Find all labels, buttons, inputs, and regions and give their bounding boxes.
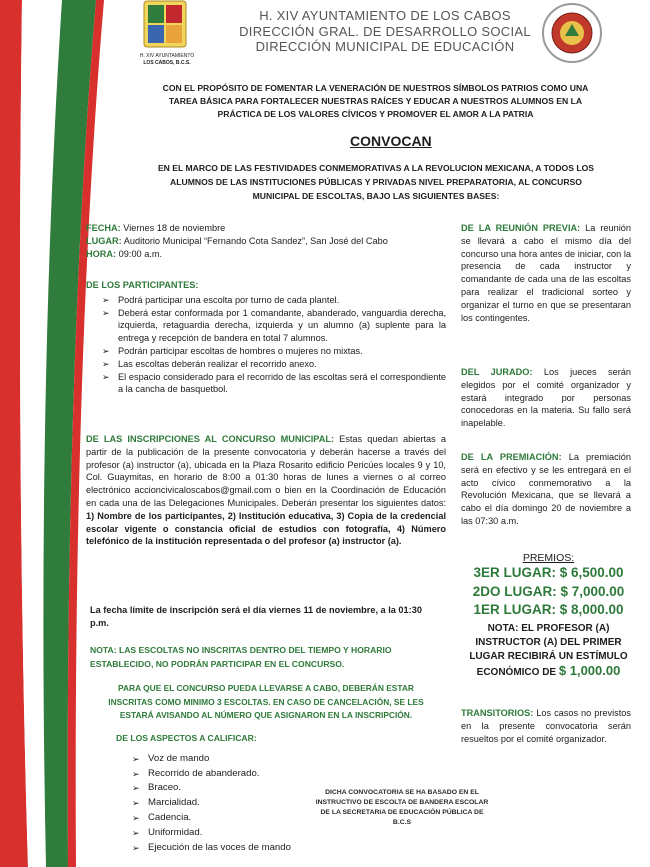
reunion-section: DE LA REUNIÓN PREVIA: La reunión se llevará a cabo el mismo día del concurso una hora antes de iniciar, con la presencia de cada instructor y comandante de cada una de las escoltas para realizar el tradicional sorteo y organizar el turno en que se presentaran los contingentes.: [461, 223, 631, 323]
prize-third: 3ER LUGAR: $ 6,500.00: [473, 565, 624, 580]
header-line-1: H. XIV AYUNTAMIENTO DE LOS CABOS: [259, 8, 511, 23]
participantes-title: DE LOS PARTICIPANTES:: [86, 280, 199, 290]
prize-second: 2DO LUGAR: $ 7,000.00: [472, 583, 625, 599]
list-item: ➢ Cadencia.: [116, 811, 356, 826]
list-item: ➢ Uniformidad.: [116, 826, 356, 841]
list-item: ➢ Marcialidad.: [116, 796, 356, 811]
list-item: ➢ El espacio considerado para el recorrido de las escoltas será el correspondiente a la cancha de basquetbol.: [86, 371, 446, 397]
prize-first: 1ER LUGAR: $ 8,000.00: [473, 602, 624, 617]
fecha-limite: La fecha límite de inscripción será el día viernes 11 de noviembre, a la 01:30 p.m.: [90, 605, 422, 628]
convocan-heading: CONVOCAN: [350, 133, 432, 149]
premios-section: [461, 552, 636, 680]
header-line-3: DIRECCIÓN MUNICIPAL DE EDUCACIÓN: [255, 39, 515, 54]
list-item: ➢ Ejecución de las voces de mando: [116, 841, 356, 856]
list-item: ➢ Podrá participar una escolta por turno de cada plantel.: [86, 294, 446, 307]
nota-escoltas: NOTA: LAS ESCOLTAS NO INSCRITAS DENTRO DEL TIEMPO Y HORARIO ESTABLECIDO, NO PODRÁN PARTICIPAR EN EL CONCURSO.: [90, 645, 392, 669]
education-seal-logo: [541, 2, 603, 64]
premiacion-title: DE LA PREMIACIÓN:: [461, 452, 562, 462]
list-item: ➢ Las escoltas deberán realizar el recorrido anexo.: [86, 358, 446, 371]
bases-intro-paragraph: EN EL MARCO DE LAS FESTIVIDADES CONMEMORATIVAS A LA REVOLUCION MEXICANA, A TODOS LOS ALUMNOS DE LAS INSTITUCIONES PÚBLICAS Y PRIVADAS NIVEL PREPARATORIA, AL CONCURSO MUNICIPAL DE ESCOLTAS, BAJO LAS SIGUIENTES BASES:: [157, 163, 595, 201]
cancelacion-notice: PARA QUE EL CONCURSO PUEDA LLEVARSE A CABO, DEBERÁN ESTAR INSCRITAS COMO MINIMO 3 ESCOLTAS. EN CASO DE CANCELACIÓN, SE LES ESTARÁ AVISANDO AL NÚMERO QUE ASIGNARON EN LA INSCRIPCIÓN.: [108, 683, 424, 720]
inscripciones-title: DE LAS INSCRIPCIONES AL CONCURSO MUNICIPAL:: [86, 434, 335, 444]
transitorios-section: TRANSITORIOS: Los casos no previstos en la presente convocatoria serán resueltos por el comité organizador.: [461, 708, 631, 744]
jurado-title: DEL JURADO:: [461, 367, 533, 377]
list-item: ➢ Voz de mando: [116, 752, 356, 767]
event-details: FECHA: Viernes 18 de noviembre LUGAR: Auditorio Municipal “Fernando Cota Sandez”, San José del Cabo HORA: 09:00 a.m.: [86, 223, 388, 259]
aspectos-title: DE LOS ASPECTOS A CALIFICAR:: [116, 733, 257, 743]
list-item: ➢ Deberá estar conformada por 1 comandante, abanderado, vanguardia derecha, izquierda, retaguardia derecha, izquierda y un alumno (a) suplente para la entrega y recepción de bandera en total 7 alumnos.: [86, 307, 446, 345]
header-titles: [225, 8, 545, 55]
footer-note: DICHA CONVOCATORIA SE HA BASADO EN EL INSTRUCTIVO DE ESCOLTA DE BANDERA ESCOLAR DE LA SECRETARIA DE EDUCACIÓN PÚBLICA DE B.C.S: [315, 789, 489, 826]
crest-caption: H. XIV AYUNTAMIENTO LOS CABOS, B.C.S.: [139, 53, 195, 66]
premiacion-section: DE LA PREMIACIÓN: La premiación será en efectivo y se les entregará en el acto cívico conmemorativo a la Revolución Mexicana, que se llevará a cabo el día domingo 20 de noviembre a las 07:30 a.m.: [461, 452, 631, 526]
premios-title: PREMIOS:: [522, 552, 575, 564]
header-line-2: DIRECCIÓN GRAL. DE DESARROLLO SOCIAL: [239, 23, 531, 39]
intro-paragraph: CON EL PROPÓSITO DE FOMENTAR LA VENERACIÓN DE NUESTROS SÍMBOLOS PATRIOS COMO UNA TAREA BÁSICA PARA FORTALECER NUESTRAS RAÍCES Y EDUCAR A NUESTROS ALUMNOS EN LA PRÁCTICA DE LOS VALORES CÍVICOS Y PROMOVER EL AMOR A LA PATRIA: [162, 83, 589, 119]
jurado-section: DEL JURADO: Los jueces serán elegidos por el comité organizador y estará integrado por personas conocedoras en la materia. Su fallo será inapelable.: [461, 367, 631, 429]
list-item: ➢ Podrán participar escoltas de hombres o mujeres no mixtas.: [86, 345, 446, 358]
instructor-stimulus-note: NOTA: EL PROFESOR (A) INSTRUCTOR (A) DEL PRIMER LUGAR RECIBIRÁ UN ESTÍMULO ECONÓMICO DE $ 1,000.00: [469, 622, 628, 678]
reunion-title: DE LA REUNIÓN PREVIA:: [461, 223, 581, 233]
municipal-crest-logo: [142, 0, 188, 50]
participantes-section: [86, 279, 446, 396]
list-item: ➢ Braceo.: [116, 781, 356, 796]
inscripciones-section: DE LAS INSCRIPCIONES AL CONCURSO MUNICIPAL: Estas quedan abiertas a partir de la publicación de la presente convocatoria y deberán hacerse a través del profesor (a) instructor (a), ubicada en la Plaza Rosarito edificio Pericúes locales 9 y 10, Col. Guaymitas, en horario de 8:00 a 01:30 horas de lunes a viernes o al correo electrónico accioncivicaloscabos@gmail.com o bien en la Coordinación de Educación en cada una de las Delegaciones Municipales. Deberán presentar los siguientes datos: 1) Nombre de los participantes, 2) Institución educativa, 3) Copia de la credencial escolar vigente o constancia oficial de estudios con fotografía, 4) Número telefónico de la institución representada o del profesor (a) instructor (a).: [86, 434, 446, 547]
list-item: ➢ Recorrido de abanderado.: [116, 767, 356, 782]
transitorios-title: TRANSITORIOS:: [461, 708, 534, 718]
